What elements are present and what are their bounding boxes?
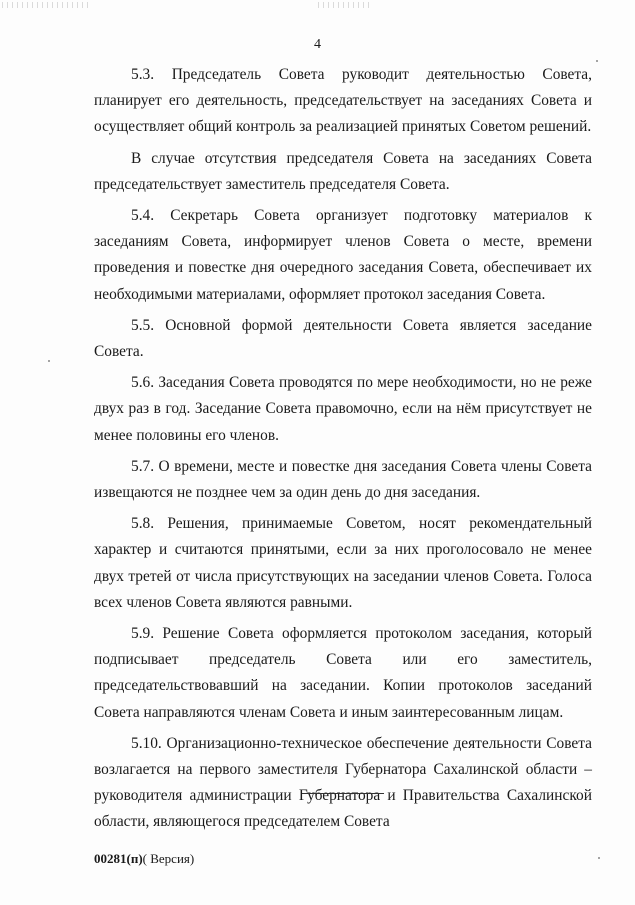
document-code-number: 00281(п) <box>94 851 143 866</box>
paragraph-5-6: 5.6. Заседания Совета проводятся по мере необходимости, но не реже двух раз в год. Заседание Совета правомочно, если на нём присутствует не менее половины его членов. <box>94 374 592 444</box>
document-body <box>94 62 592 841</box>
paragraph-5-4: 5.4. Секретарь Совета организует подготовку материалов к заседаниям Совета, информирует членов Совета о месте, времени проведения и повестке дня очередного заседания Совета, обеспечивает их необходимыми материалами, оформляет протокол заседания Совета. <box>94 207 592 303</box>
paragraph-5-10: 5.10. Организационно-техническое обеспечение деятельности Совета возлагается на первого заместителя Губернатора Сахалинской области – руководителя администрации Губернатора и Правительства Сахалинской области, являющегося председателем Совета <box>94 734 592 831</box>
paragraph-5-5: 5.5. Основной формой деятельности Совета является заседание Совета. <box>94 316 592 361</box>
scan-artifact <box>318 2 370 8</box>
scan-speck <box>596 60 598 62</box>
scan-speck <box>598 857 600 859</box>
page-number: 4 <box>314 37 321 52</box>
end-of-text-divider <box>302 793 384 794</box>
paragraph-chair-absence: В случае отсутствия председателя Совета на заседаниях Совета председательствует заместитель председателя Совета. <box>94 149 592 193</box>
paragraph-5-9: 5.9. Решение Совета оформляется протоколом заседания, который подписывает председатель Совета или его заместитель, председательствовавший на заседании. Копии протоколов заседаний Совета направляются членам Совета и иным заинтересованным лицам. <box>94 625 592 721</box>
scan-speck <box>48 360 50 362</box>
paragraph-5-7: 5.7. О времени, месте и повестке дня заседания Совета члены Совета извещаются не позднее чем за один день до дня заседания. <box>94 457 592 502</box>
document-version-label: ( Версия) <box>142 851 195 866</box>
document-code <box>94 851 194 867</box>
paragraph-5-3: 5.3. Председатель Совета руководит деятельностью Совета, планирует его деятельность, председательствует на заседаниях Совета и осуществляет общий контроль за реализацией принятых Советом решений. <box>94 66 592 136</box>
paragraph-5-8: 5.8. Решения, принимаемые Советом, носят рекомендательный характер и считаются принятыми, если за них проголосовало не менее двух третей от числа присутствующих на заседании членов Совета. Голоса всех членов Совета являются равными. <box>94 515 592 611</box>
scan-artifact <box>2 2 88 8</box>
